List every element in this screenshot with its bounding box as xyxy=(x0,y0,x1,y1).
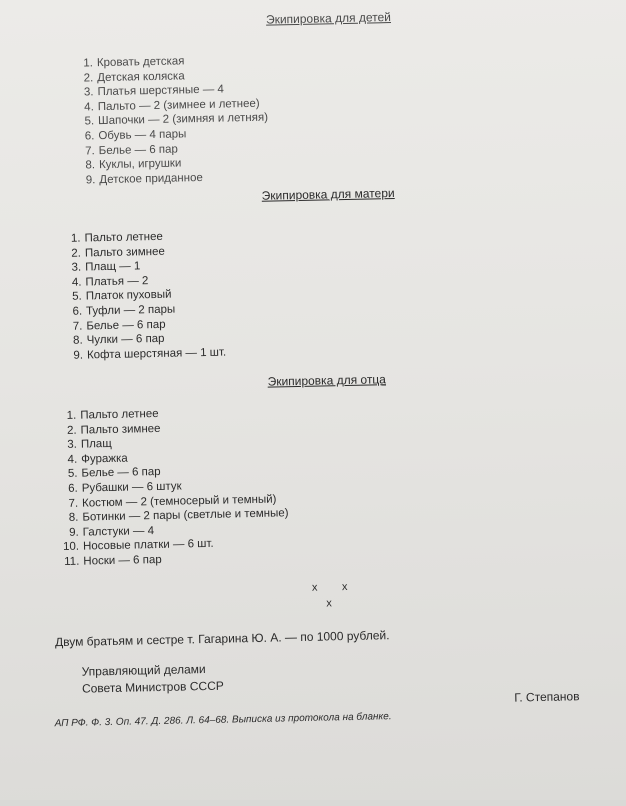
item-number: 9. xyxy=(69,526,79,539)
item-text: Пальто зимнее xyxy=(80,422,161,437)
children-list xyxy=(77,53,270,188)
archive-reference: АП РФ. Ф. 3. Оп. 47. Д. 286. Л. 64–68. Выписка из протокола на бланке. xyxy=(54,711,392,730)
item-text: Детское приданное xyxy=(99,171,203,186)
item-text: Платья — 2 xyxy=(85,274,149,289)
separator-x: x xyxy=(341,581,348,594)
mother-heading: Экипировка для матери xyxy=(261,185,395,203)
signature-title-line2: Совета Министров СССР xyxy=(81,678,224,696)
item-number: 8. xyxy=(85,159,96,172)
signature-title-line1: Управляющий делами xyxy=(81,662,206,679)
item-number: 8. xyxy=(68,511,79,525)
item-number: 11. xyxy=(64,555,80,568)
item-text: Ботинки — 2 пары (светлые и темные) xyxy=(82,507,289,524)
item-number: 6. xyxy=(84,130,95,143)
item-text: Носовые платки — 6 шт. xyxy=(82,538,214,553)
item-number: 4. xyxy=(71,276,82,289)
item-number: 1. xyxy=(83,57,94,70)
father-heading: Экипировка для отца xyxy=(267,372,387,389)
item-number: 10. xyxy=(62,541,80,554)
item-text: Пальто — 2 (зимнее и летнее) xyxy=(97,97,260,113)
item-number: 8. xyxy=(72,334,83,347)
item-number: 1. xyxy=(66,409,77,422)
item-text: Кофта шерстяная — 1 шт. xyxy=(86,346,227,362)
item-text: Платья шерстяные — 4 xyxy=(97,83,224,99)
item-text: Рубашки — 6 штук xyxy=(81,480,182,495)
item-number: 4. xyxy=(67,453,78,466)
item-number: 9. xyxy=(85,173,96,187)
separator-x: x xyxy=(311,581,318,594)
item-number: 5. xyxy=(84,115,95,128)
item-text: Детская коляска xyxy=(97,69,185,84)
item-number: 2. xyxy=(66,424,77,437)
item-text: Платок пуховый xyxy=(85,289,172,303)
item-number: 2. xyxy=(83,71,94,85)
item-text: Пальто летнее xyxy=(80,407,159,422)
item-number: 9. xyxy=(73,349,84,362)
separator-x: x xyxy=(326,597,332,610)
list-item xyxy=(67,345,226,363)
item-number: 6. xyxy=(68,482,78,495)
item-number: 5. xyxy=(72,290,82,304)
mother-list xyxy=(64,229,226,364)
item-text: Носки — 6 пар xyxy=(83,553,162,568)
item-text: Плащ — 1 xyxy=(85,260,141,274)
item-number: 1. xyxy=(70,232,81,245)
item-number: 7. xyxy=(85,144,95,158)
item-text: Обувь — 4 пары xyxy=(98,128,187,143)
item-number: 3. xyxy=(67,438,78,452)
item-text: Белье — 6 пар xyxy=(86,318,166,333)
item-text: Костюм — 2 (темносерый и темный) xyxy=(81,493,277,510)
siblings-text: Двум братьям и сестре т. Гагарина Ю. А. — по 1000 рублей. xyxy=(54,628,390,650)
item-text: Галстуки — 4 xyxy=(82,524,155,539)
item-text: Плащ xyxy=(80,438,112,451)
item-text: Куклы, игрушки xyxy=(98,157,182,172)
item-text: Чулки — 6 пар xyxy=(86,332,165,347)
item-number: 5. xyxy=(67,468,78,481)
item-number: 7. xyxy=(68,497,79,510)
item-number: 4. xyxy=(84,101,94,114)
father-list xyxy=(54,404,290,569)
item-number: 3. xyxy=(83,86,94,99)
list-item xyxy=(79,169,269,188)
item-text: Белье — 6 пар xyxy=(81,466,161,480)
item-text: Кровать детская xyxy=(96,55,185,70)
item-text: Пальто летнее xyxy=(84,230,164,245)
item-text: Фуражка xyxy=(81,452,128,466)
item-number: 2. xyxy=(71,247,82,260)
item-text: Пальто зимнее xyxy=(84,245,165,260)
item-number: 7. xyxy=(72,320,83,333)
children-heading: Экипировка для детей xyxy=(265,10,392,27)
signature-name: Г. Степанов xyxy=(514,689,580,705)
item-number: 3. xyxy=(71,261,82,274)
item-number: 6. xyxy=(72,305,83,318)
item-text: Туфли — 2 пары xyxy=(85,303,176,318)
item-text: Шапочки — 2 (зимняя и летняя) xyxy=(97,111,269,128)
item-text: Белье — 6 пар xyxy=(98,143,179,157)
